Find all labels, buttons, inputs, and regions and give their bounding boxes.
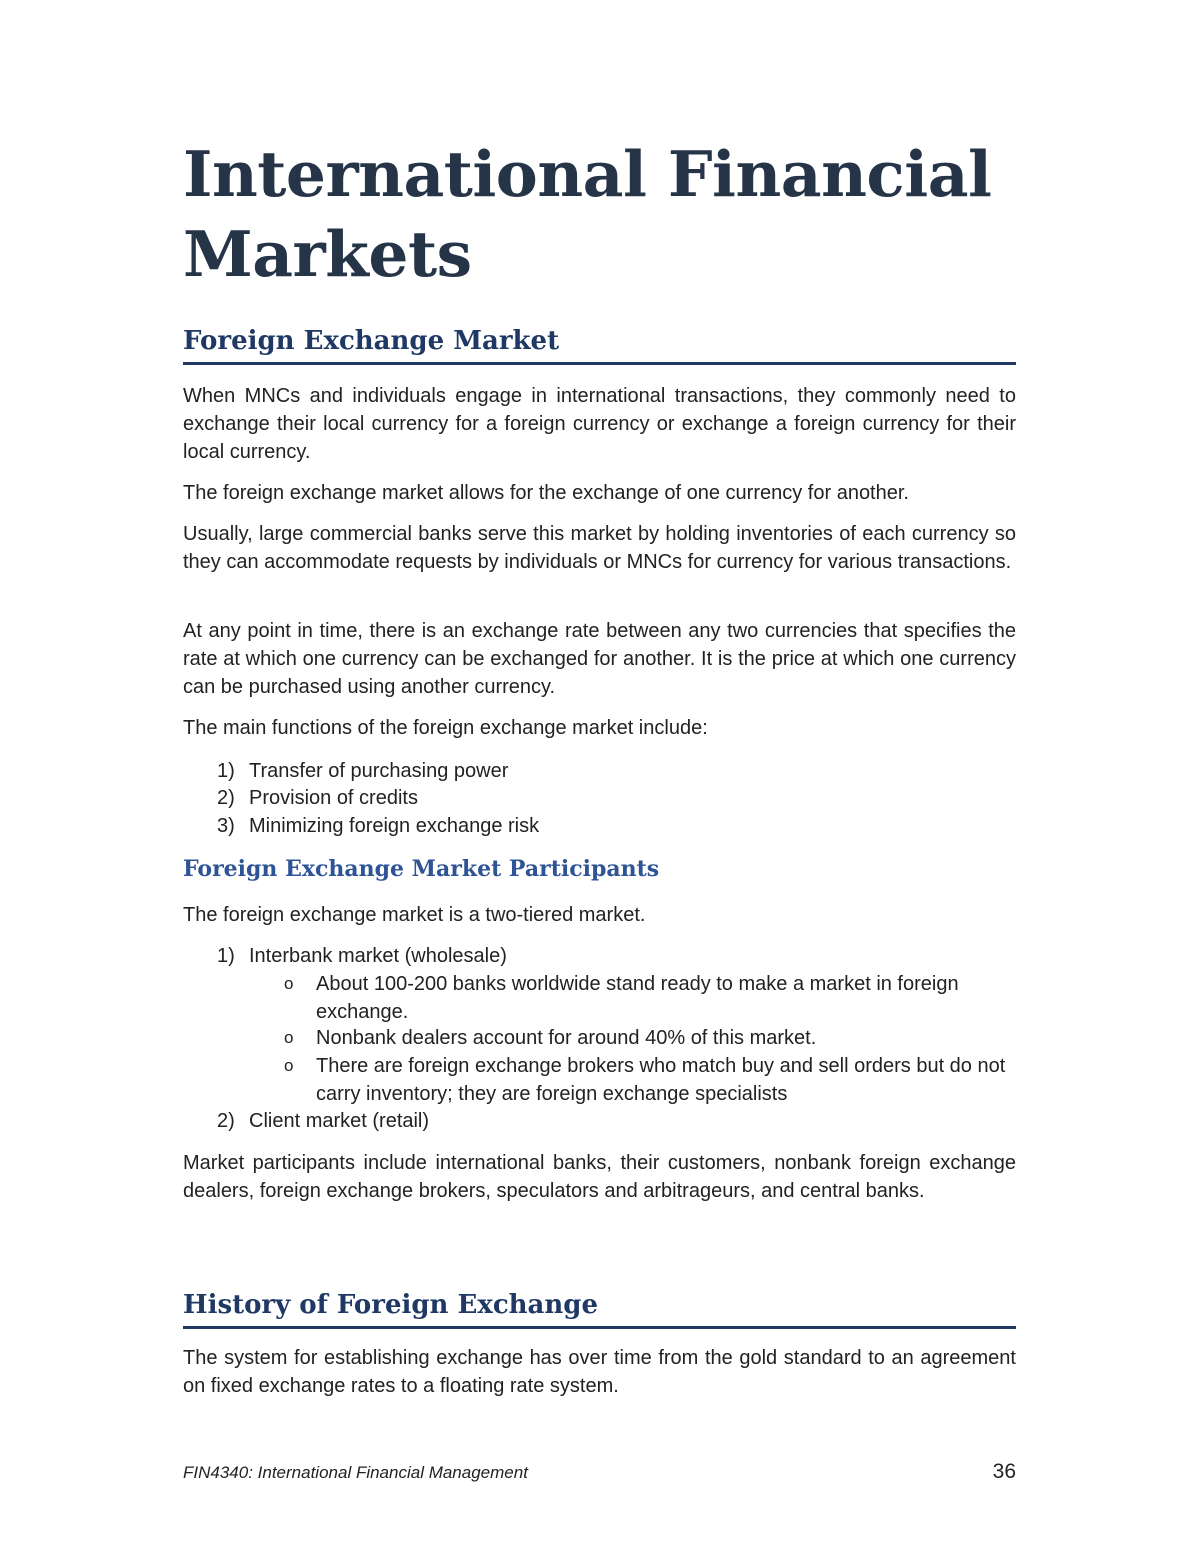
subsection-heading-participants: Foreign Exchange Market Participants [183, 856, 660, 882]
list-number: 1) [217, 760, 235, 782]
sub-list-text: About 100-200 banks worldwide stand ready to make a market in foreign exchange. [316, 973, 959, 1023]
paragraph-exchange-rate: At any point in time, there is an exchange rate between any two currencies that specifies the rate at which one currency can be exchanged for another. It is the price at which one currency can be purchased using another currency. [183, 620, 1016, 698]
list-text: Transfer of purchasing power [249, 760, 509, 782]
paragraph-history: The system for establishing exchange has over time from the gold standard to an agreement on fixed exchange rates to a floating rate system. [183, 1347, 1016, 1397]
list-number: 3) [217, 815, 235, 837]
list-number: 2) [217, 787, 235, 809]
paragraph-two-tiered: The foreign exchange market is a two-tiered market. [183, 904, 646, 926]
bullet-marker: o [284, 1028, 294, 1047]
list-number: 2) [217, 1110, 235, 1132]
list-text: Provision of credits [249, 787, 418, 809]
footer-page-number: 36 [992, 1460, 1016, 1483]
paragraph-commercial-banks: Usually, large commercial banks serve this market by holding inventories of each currency so they can accommodate requests by individuals or MNCs for currency for various transactions. [183, 523, 1016, 573]
list-text: Client market (retail) [249, 1110, 430, 1132]
paragraph-main-functions: The main functions of the foreign exchange market include: [183, 717, 708, 739]
footer-course-title: FIN4340: International Financial Management [183, 1463, 528, 1482]
paragraph-intro: When MNCs and individuals engage in international transactions, they commonly need to exchange their local currency for a foreign currency or exchange a foreign currency for their local currency. [183, 385, 1016, 463]
list-number: 1) [217, 945, 235, 967]
sub-list-text: Nonbank dealers account for around 40% of this market. [316, 1027, 817, 1049]
list-text: Minimizing foreign exchange risk [249, 815, 540, 837]
sub-list-text: There are foreign exchange brokers who match buy and sell orders but do not carry inventory; they are foreign exchange specialists [316, 1055, 1006, 1105]
bullet-marker: o [284, 974, 294, 993]
page-title: International Financial Markets [183, 137, 992, 291]
section-heading-foreign-exchange-market: Foreign Exchange Market [183, 324, 1016, 365]
paragraph-market-definition: The foreign exchange market allows for the exchange of one currency for another. [183, 482, 909, 504]
bullet-marker: o [284, 1056, 294, 1075]
section-heading-history: History of Foreign Exchange [183, 1288, 1016, 1329]
list-text: Interbank market (wholesale) [249, 945, 507, 967]
paragraph-participants: Market participants include international banks, their customers, nonbank foreign exchange dealers, foreign exchange brokers, speculators and arbitrageurs, and central banks. [183, 1152, 1016, 1202]
